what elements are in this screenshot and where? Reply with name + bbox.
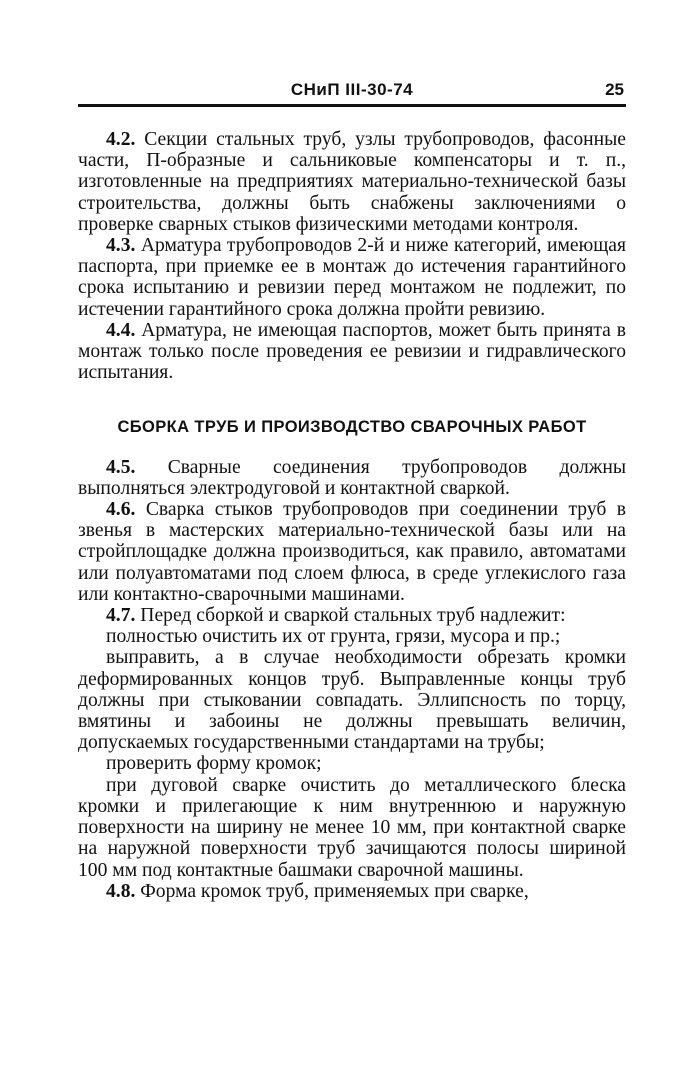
paragraph xyxy=(78,457,626,499)
clause-number: 4.5. xyxy=(106,456,136,478)
paragraph-text: при дуговой сварке очистить до металлического блеска кромки и прилегающие к ним внутреннюю и наружную поверхности на ширину не менее 10 мм, при контактной сварке на наружной поверхности труб зачищаются полосы шириной 100 мм под контактные башмаки сварочной машины. xyxy=(78,774,626,881)
section-assembly-welding xyxy=(78,457,626,902)
paragraph-text: Сварка стыков трубопроводов при соединении труб в звенья в мастерских материально-технической базы или на стройплощадке должна производиться, как правило, автоматами или полуавтоматами под слоем флюса, в среде углекислого газа или контактно-сварочными машинами. xyxy=(78,499,626,605)
document-page xyxy=(78,70,626,902)
paragraph-text: выправить, а в случае необходимости обрезать кромки деформированных концов труб. Выправленные концы труб должны при стыковании совпадать. Эллипсность по торцу, вмятины и забоины не должны превышать величин, допускаемых государственными стандартами на трубы; xyxy=(78,647,626,754)
clause-number: 4.4. xyxy=(106,319,136,341)
paragraph-text: Перед сборкой и сваркой стальных труб надлежит: xyxy=(140,605,566,627)
paragraph xyxy=(78,626,626,647)
document-body xyxy=(78,129,626,902)
paragraph-text: Сварные соединения трубопроводов должны выполняться электродуговой и контактной сваркой. xyxy=(78,456,626,499)
paragraph xyxy=(78,235,626,320)
paragraph xyxy=(78,775,626,881)
running-header xyxy=(78,70,626,107)
paragraph-text: Форма кромок труб, применяемых при сварке, xyxy=(140,880,529,902)
paragraph xyxy=(78,647,626,753)
document-code: СНиП III-30-74 xyxy=(290,80,414,99)
paragraph xyxy=(78,499,626,605)
clause-number: 4.8. xyxy=(106,880,136,902)
paragraph xyxy=(78,881,626,902)
paragraph xyxy=(78,129,626,235)
section-heading: СБОРКА ТРУБ И ПРОИЗВОДСТВО СВАРОЧНЫХ РАБОТ xyxy=(117,418,587,437)
clause-number: 4.3. xyxy=(106,235,136,257)
page-number: 25 xyxy=(605,80,624,99)
paragraph xyxy=(78,320,626,384)
section-general xyxy=(78,129,626,383)
paragraph xyxy=(78,753,626,774)
paragraph-text: Арматура, не имеющая паспортов, может быть принята в монтаж только после проведения ее ревизии и гидравлического испытания. xyxy=(78,319,626,384)
paragraph-text: полностью очистить их от грунта, грязи, мусора и пр.; xyxy=(106,626,561,648)
paragraph xyxy=(78,605,626,626)
clause-number: 4.7. xyxy=(106,605,136,627)
paragraph-text: Секции стальных труб, узлы трубопроводов, фасонные части, П-образные и сальниковые компенсаторы и т. п., изготовленные на предприятиях материально-технической базы строительства, должны быть снабжены заключениями о проверке сварных стыков физическими методами контроля. xyxy=(78,129,626,235)
paragraph-text: проверить форму кромок; xyxy=(106,753,322,775)
clause-number: 4.2. xyxy=(106,129,136,150)
paragraph-text: Арматура трубопроводов 2-й и ниже категорий, имеющая паспорта, при приемке ее в монтаж до истечения гарантийного срока испытанию и ревизии перед монтажом не подлежит, по истечении гарантийного срока должна пройти ревизию. xyxy=(78,235,627,320)
clause-number: 4.6. xyxy=(106,499,136,521)
